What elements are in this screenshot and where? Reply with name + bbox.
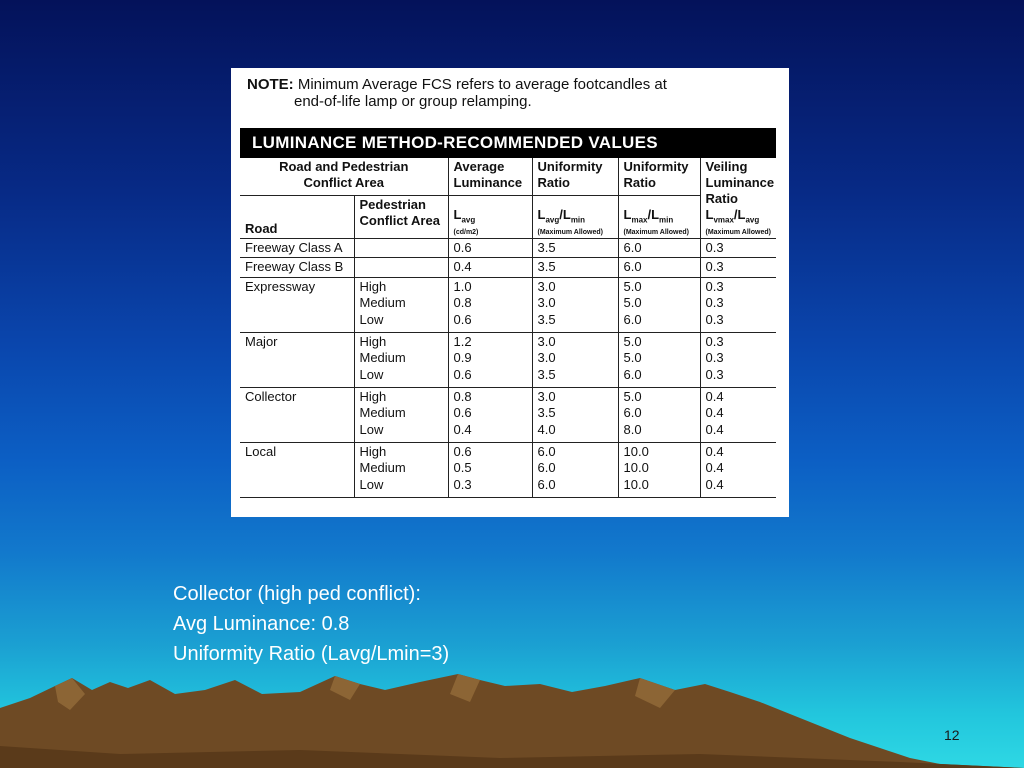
caption-line-1: Collector (high ped conflict): [173, 583, 421, 605]
cell-uniformity-max-min-value: 6.0 [623, 405, 642, 421]
header-row-2 [240, 195, 776, 238]
note-line-2: end-of-life lamp or group relamping. [294, 93, 532, 110]
header-group [240, 158, 448, 195]
table-row [240, 258, 776, 278]
cell-uniformity-max-min-value: 5.0 [623, 350, 642, 366]
cell-pedestrian-value: Medium [359, 350, 406, 366]
header-line: Ratio [705, 191, 738, 206]
cell-avg-luminance-value: 0.4 [453, 259, 472, 275]
cell-veiling [700, 258, 776, 278]
cell-veiling-value: 0.3 [705, 239, 724, 255]
header-row-1 [240, 158, 776, 195]
cell-pedestrian-value: High [359, 388, 387, 404]
luminance-table [240, 158, 776, 498]
table-row [240, 442, 776, 497]
note-line-1: Minimum Average FCS refers to average footcandles at [297, 76, 667, 93]
cell-veiling-value: 0.4 [705, 460, 724, 476]
cell-uniformity-max-min-value: 6.0 [623, 366, 642, 382]
cell-pedestrian [354, 277, 448, 332]
cell-veiling-value: 0.4 [705, 443, 724, 459]
cell-road [240, 258, 354, 278]
cell-road [240, 238, 354, 258]
header-avg-luminance [448, 158, 532, 195]
cell-road [240, 387, 354, 442]
header-road: Road [240, 195, 354, 238]
cell-road-value: Local [245, 443, 277, 459]
cell-avg-luminance-value: 0.8 [453, 295, 472, 311]
cell-pedestrian-value: Low [359, 311, 384, 327]
cell-avg-luminance-value: 0.9 [453, 350, 472, 366]
cell-uniformity-max-min-value: 10.0 [623, 476, 649, 492]
cell-pedestrian [354, 238, 448, 258]
cell-uniformity-avg-min-value: 6.0 [537, 460, 556, 476]
cell-avg-luminance-value: 0.5 [453, 460, 472, 476]
header-line: Average [453, 159, 505, 174]
cell-uniformity-max-min-value: 10.0 [623, 460, 649, 476]
cell-uniformity-avg-min-value: 3.0 [537, 295, 556, 311]
cell-uniformity-avg-min [532, 442, 618, 497]
table-banner: LUMINANCE METHOD-RECOMMENDED VALUES [240, 128, 776, 158]
header-line: Luminance [453, 175, 523, 190]
cell-uniformity-avg-min-value: 6.0 [537, 476, 556, 492]
table-row [240, 238, 776, 258]
table-image-panel [231, 68, 789, 517]
cell-uniformity-avg-min-value: 3.0 [537, 278, 556, 294]
cell-uniformity-avg-min-value: 3.0 [537, 388, 556, 404]
cell-pedestrian-value: Low [359, 476, 384, 492]
caption-line-3: Uniformity Ratio (Lavg/Lmin=3) [173, 643, 450, 665]
header-pedestrian [354, 195, 448, 238]
cell-uniformity-avg-min-value: 3.5 [537, 259, 556, 275]
cell-uniformity-avg-min [532, 258, 618, 278]
cell-avg-luminance-value: 0.6 [453, 311, 472, 327]
cell-pedestrian [354, 258, 448, 278]
cell-pedestrian [354, 387, 448, 442]
cell-uniformity-avg-min-value: 3.0 [537, 350, 556, 366]
cell-veiling [700, 332, 776, 387]
symbol-veiling: $L_{vmax}/L_{avg}$ [705, 207, 760, 225]
cell-uniformity-avg-min-value: 3.5 [537, 239, 556, 255]
cell-pedestrian-value: High [359, 278, 387, 294]
header-uniformity-1 [532, 158, 618, 195]
cell-avg-luminance [448, 387, 532, 442]
cell-avg-luminance-value: 0.6 [453, 239, 472, 255]
table-row [240, 332, 776, 387]
cell-road-value: Freeway Class A [245, 239, 343, 255]
header-line: Pedestrian [359, 196, 426, 212]
cell-uniformity-max-min [618, 442, 700, 497]
cell-uniformity-max-min-value: 5.0 [623, 333, 642, 349]
table-row [240, 277, 776, 332]
cell-road [240, 277, 354, 332]
cell-pedestrian-value: Low [359, 421, 384, 437]
cell-pedestrian-value: Medium [359, 295, 406, 311]
header-line: Uniformity [623, 159, 689, 174]
cell-veiling [700, 442, 776, 497]
cell-uniformity-avg-min-value: 6.0 [537, 443, 556, 459]
unit-veiling: (Maximum Allowed) [705, 228, 771, 236]
cell-pedestrian-value: Medium [359, 460, 406, 476]
cell-pedestrian-value: High [359, 333, 387, 349]
header-symbol-avg: $L_{avg}$ (cd/m2) [448, 195, 532, 238]
cell-road-value: Collector [245, 388, 297, 404]
cell-uniformity-avg-min-value: 4.0 [537, 421, 556, 437]
cell-road-value: Major [245, 333, 278, 349]
cell-veiling [700, 387, 776, 442]
cell-road [240, 332, 354, 387]
cell-avg-luminance [448, 238, 532, 258]
header-symbol-u2: $L_{max}/L_{min}$ (Maximum Allowed) [618, 195, 700, 238]
page-number: 12 [944, 727, 960, 743]
cell-uniformity-max-min [618, 332, 700, 387]
header-line: Conflict Area [359, 212, 440, 228]
cell-uniformity-avg-min [532, 238, 618, 258]
cell-veiling [700, 277, 776, 332]
cell-uniformity-avg-min [532, 387, 618, 442]
cell-uniformity-max-min [618, 238, 700, 258]
table-body [240, 238, 776, 497]
cell-veiling-value: 0.3 [705, 295, 724, 311]
cell-avg-luminance-value: 0.3 [453, 476, 472, 492]
cell-veiling-value: 0.3 [705, 278, 724, 294]
cell-veiling-value: 0.4 [705, 421, 724, 437]
header-veiling [700, 158, 776, 238]
cell-veiling-value: 0.3 [705, 366, 724, 382]
cell-uniformity-max-min [618, 277, 700, 332]
cell-veiling-value: 0.3 [705, 311, 724, 327]
cell-uniformity-avg-min-value: 3.5 [537, 366, 556, 382]
cell-pedestrian [354, 442, 448, 497]
cell-avg-luminance-value: 0.6 [453, 443, 472, 459]
cell-veiling-value: 0.4 [705, 476, 724, 492]
cell-uniformity-avg-min [532, 332, 618, 387]
header-group-line: Road and Pedestrian [279, 159, 409, 174]
cell-uniformity-max-min-value: 5.0 [623, 388, 642, 404]
header-group-line: Conflict Area [303, 175, 384, 190]
cell-avg-luminance-value: 0.6 [453, 366, 472, 382]
cell-uniformity-avg-min-value: 3.0 [537, 333, 556, 349]
cell-uniformity-max-min-value: 10.0 [623, 443, 649, 459]
header-symbol-u1: $L_{avg}/L_{min}$ (Maximum Allowed) [532, 195, 618, 238]
header-line: Ratio [623, 175, 656, 190]
header-uniformity-2 [618, 158, 700, 195]
cell-uniformity-max-min-value: 5.0 [623, 278, 642, 294]
cell-uniformity-max-min [618, 387, 700, 442]
header-line: Ratio [537, 175, 570, 190]
header-line: Uniformity [537, 159, 603, 174]
caption-line-2: Avg Luminance: 0.8 [173, 613, 350, 635]
cell-road-value: Freeway Class B [245, 259, 344, 275]
header-line: Luminance [705, 175, 775, 190]
cell-pedestrian-value: Medium [359, 405, 406, 421]
cell-uniformity-avg-min-value: 3.5 [537, 405, 556, 421]
cell-road [240, 442, 354, 497]
cell-veiling-value: 0.3 [705, 259, 724, 275]
cell-veiling-value: 0.3 [705, 333, 724, 349]
cell-uniformity-avg-min-value: 3.5 [537, 311, 556, 327]
cell-road-value: Expressway [245, 278, 316, 294]
table-row [240, 387, 776, 442]
cell-avg-luminance-value: 0.6 [453, 405, 472, 421]
cell-avg-luminance-value: 0.8 [453, 388, 472, 404]
cell-veiling-value: 0.4 [705, 405, 724, 421]
cell-uniformity-max-min [618, 258, 700, 278]
note-label: NOTE: [247, 76, 294, 93]
cell-uniformity-avg-min [532, 277, 618, 332]
cell-avg-luminance [448, 442, 532, 497]
cell-uniformity-max-min-value: 6.0 [623, 259, 642, 275]
cell-pedestrian-value: Low [359, 366, 384, 382]
cell-uniformity-max-min-value: 5.0 [623, 295, 642, 311]
cell-pedestrian-value: High [359, 443, 387, 459]
cell-veiling-value: 0.4 [705, 388, 724, 404]
header-line: Veiling [705, 159, 748, 174]
cell-avg-luminance-value: 1.2 [453, 333, 472, 349]
cell-uniformity-max-min-value: 8.0 [623, 421, 642, 437]
cell-avg-luminance [448, 258, 532, 278]
note-text [247, 76, 767, 110]
cell-uniformity-max-min-value: 6.0 [623, 239, 642, 255]
mountain-range-image [0, 650, 1024, 768]
cell-avg-luminance [448, 277, 532, 332]
cell-veiling [700, 238, 776, 258]
cell-veiling-value: 0.3 [705, 350, 724, 366]
cell-uniformity-max-min-value: 6.0 [623, 311, 642, 327]
cell-avg-luminance-value: 0.4 [453, 421, 472, 437]
cell-pedestrian [354, 332, 448, 387]
cell-avg-luminance [448, 332, 532, 387]
cell-avg-luminance-value: 1.0 [453, 278, 472, 294]
